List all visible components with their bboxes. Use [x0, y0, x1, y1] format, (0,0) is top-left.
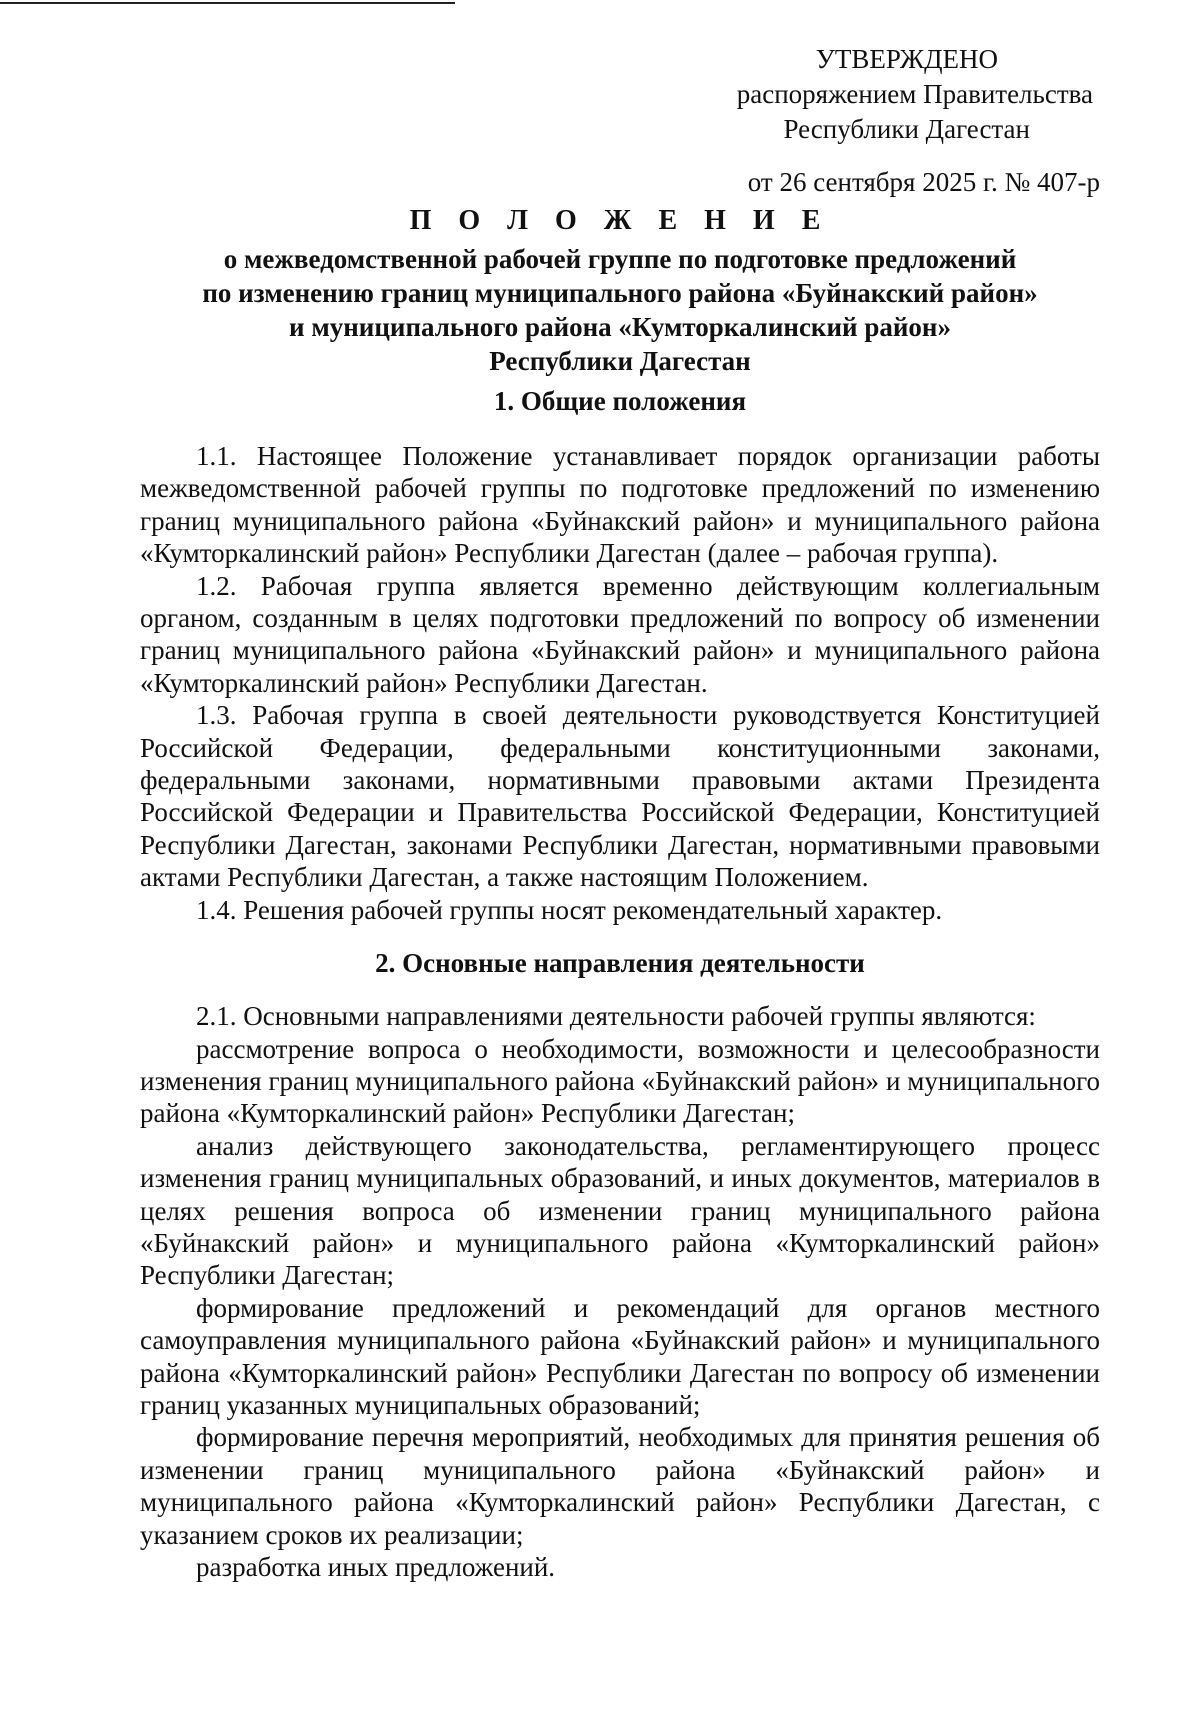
title-line-3: и муниципального района «Кумторкалинский район»	[289, 312, 951, 342]
paragraph-2-item-5: разработка иных предложений.	[196, 1552, 556, 1582]
title-line-4: Республики Дагестан	[489, 346, 751, 376]
section-1-heading: 1. Общие положения	[493, 386, 747, 416]
approval-by: распоряжением Правительства	[736, 79, 1093, 109]
paragraph-1-3: 1.3. Рабочая группа в своей деятельности руководствуется Конституцией Российской Федерации, федеральными конституционными законами, федеральными законами, нормативными правовыми актами Президента Российской Федерации и Правительства Российской Федерации, Конституцией Республики Дагестан, законами Республики Дагестан, нормативными правовыми актами Республики Дагестан, а также настоящим Положением.	[140, 700, 1100, 893]
paragraph-2-item-3: формирование предложений и рекомендаций для органов местного самоуправления муниципального района «Буйнакский район» и муниципального района «Кумторкалинский район» Республики Дагестан по вопросу об изменении границ указанных муниципальных образований;	[140, 1292, 1100, 1420]
approval-stamp	[640, 42, 1100, 200]
paragraph-2-1: 2.1. Основными направлениями деятельности рабочей группы являются:	[196, 1001, 1036, 1032]
title-line-2: по изменению границ муниципального района «Буйнакский район»	[202, 278, 1038, 308]
section-2-heading: 2. Основные направления деятельности	[375, 948, 865, 979]
approval-date-number: от 26 сентября 2025 г. № 407-р	[747, 167, 1100, 197]
approval-republic: Республики Дагестан	[783, 114, 1030, 144]
paragraph-2-item-1: рассмотрение вопроса о необходимости, возможности и целесообразности изменения границ муниципального района «Буйнакский район» и муниципального района «Кумторкалинский район» Республики Дагестан;	[140, 1033, 1100, 1129]
title-line-1: о межведомственной рабочей группе по подготовке предложений	[223, 244, 1017, 274]
document-body	[140, 384, 1100, 1583]
top-rule	[0, 2, 455, 4]
paragraph-2-item-2: анализ действующего законодательства, регламентирующего процесс изменения границ муниципальных образований, и иных документов, материалов в целях решения вопроса об изменении границ муниципального района «Буйнакский район» и муниципального района «Кумторкалинский район» Республики Дагестан;	[140, 1130, 1100, 1291]
title-main: П О Л О Ж Е Н И Е	[409, 205, 831, 236]
paragraph-1-4: 1.4. Решения рабочей группы носят рекомендательный характер.	[196, 894, 943, 925]
document-title	[140, 204, 1100, 378]
approval-title: УТВЕРЖДЕНО	[815, 44, 998, 74]
paragraph-1-2: 1.2. Рабочая группа является временно действующим коллегиальным органом, созданным в целях подготовки предложений по вопросу об изменении границ муниципального района «Буйнакский район» и муниципального района «Кумторкалинский район» Республики Дагестан.	[140, 570, 1100, 698]
paragraph-1-1: 1.1. Настоящее Положение устанавливает порядок организации работы межведомственной рабочей группы по подготовке предложений по изменению границ муниципального района «Буйнакский район» и муниципального района «Кумторкалинский район» Республики Дагестан (далее – рабочая группа).	[140, 441, 1100, 569]
paragraph-2-item-4: формирование перечня мероприятий, необходимых для принятия решения об изменении границ муниципального района «Буйнакский район» и муниципального района «Кумторкалинский район» Республики Дагестан, с указанием сроков их реализации;	[140, 1422, 1100, 1550]
